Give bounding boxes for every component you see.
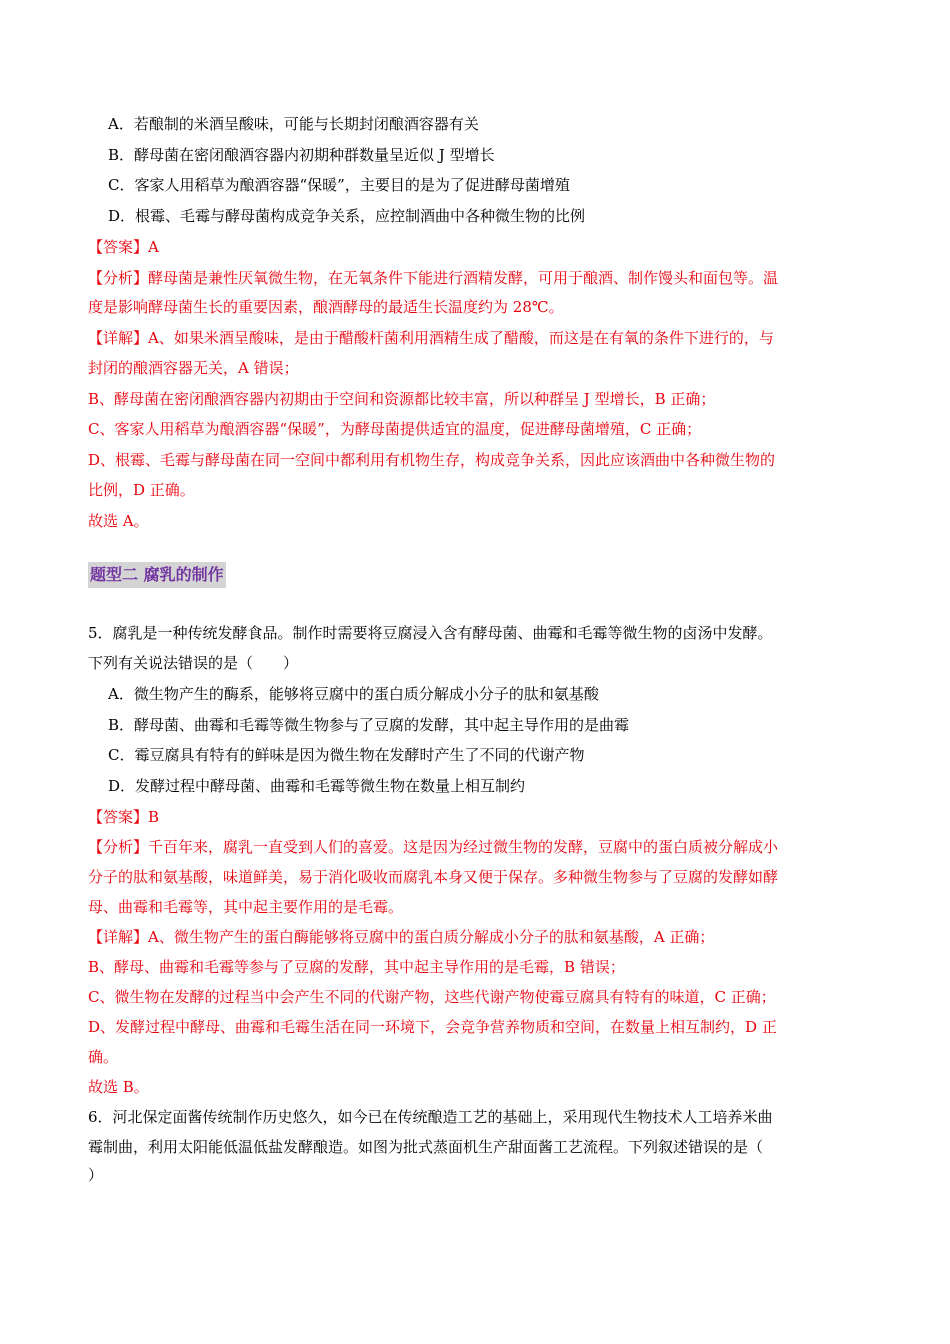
q6-stem-line: 6．河北保定面酱传统制作历史悠久，如今已在传统酿造工艺的基础上，采用现代生物技术人工培养米曲: [88, 1108, 773, 1126]
q5-analysis-line: 【分析】千百年来，腐乳一直受到人们的喜爱。这是因为经过微生物的发酵，豆腐中的蛋白质被分解成小: [88, 838, 779, 856]
q5-option-d: D．发酵过程中酵母菌、曲霉和毛霉等微生物在数量上相互制约: [108, 777, 526, 795]
q4-detail-line: B、酵母菌在密闭酿酒容器内初期由于空间和资源都比较丰富，所以种群呈 J 型增长，B 正确；: [88, 390, 716, 408]
q5-answer: 【答案】B: [88, 808, 160, 826]
q5-stem-line: 5．腐乳是一种传统发酵食品。制作时需要将豆腐浸入含有酵母菌、曲霉和毛霉等微生物的卤汤中发酵。: [88, 624, 773, 642]
q4-detail-line: C、客家人用稻草为酿酒容器“保暖”，为酵母菌提供适宜的温度，促进酵母菌增殖，C 正确；: [88, 420, 702, 438]
q4-conclusion: 故选 A。: [88, 512, 149, 530]
q5-option-b: B．酵母菌、曲霉和毛霉等微生物参与了豆腐的发酵，其中起主导作用的是曲霉: [108, 716, 630, 734]
q5-analysis-line: 母、曲霉和毛霉等，其中起主要作用的是毛霉。: [88, 898, 404, 916]
q4-option-d: D．根霉、毛霉与酵母菌构成竞争关系，应控制酒曲中各种微生物的比例: [108, 207, 586, 225]
q4-detail-line: 【详解】A、如果米酒呈酸味，是由于醋酸杆菌利用酒精生成了醋酸，而这是在有氧的条件下进行的，与: [88, 329, 774, 347]
q5-detail-line: D、发酵过程中酵母、曲霉和毛霉生活在同一环境下，会竞争营养物质和空间，在数量上相互制约，D 正: [88, 1018, 777, 1036]
q5-conclusion: 故选 B。: [88, 1078, 149, 1096]
q5-analysis-line: 分子的肽和氨基酸，味道鲜美，易于消化吸收而腐乳本身又便于保存。多种微生物参与了豆腐的发酵如酵: [88, 868, 779, 886]
q5-detail-line: 确。: [88, 1048, 119, 1066]
q4-detail-line: 封闭的酿酒容器无关，A 错误；: [88, 359, 299, 377]
q4-detail-line: 比例，D 正确。: [88, 481, 195, 499]
section-heading: 题型二 腐乳的制作: [88, 562, 226, 588]
q5-detail-line: 【详解】A、微生物产生的蛋白酶能够将豆腐中的蛋白质分解成小分子的肽和氨基酸，A 正确；: [88, 928, 715, 946]
q4-answer: 【答案】A: [88, 238, 159, 256]
q5-detail-line: B、酵母、曲霉和毛霉等参与了豆腐的发酵，其中起主导作用的是毛霉，B 错误；: [88, 958, 625, 976]
q4-analysis-line: 【分析】酵母菌是兼性厌氧微生物，在无氧条件下能进行酒精发酵，可用于酿酒、制作馒头和面包等。温: [88, 269, 779, 287]
q4-option-b: B．酵母菌在密闭酿酒容器内初期种群数量呈近似 J 型增长: [108, 146, 495, 164]
q5-detail-line: C、微生物在发酵的过程当中会产生不同的代谢产物，这些代谢产物使霉豆腐具有特有的味道，C 正确；: [88, 988, 776, 1006]
q4-option-a: A．若酿制的米酒呈酸味，可能与长期封闭酿酒容器有关: [108, 115, 479, 133]
q4-detail-line: D、根霉、毛霉与酵母菌在同一空间中都利用有机物生存，构成竞争关系，因此应该酒曲中各种微生物的: [88, 451, 776, 469]
q5-stem-line: 下列有关说法错误的是（ ）: [88, 654, 299, 672]
q4-option-c: C．客家人用稻草为酿酒容器“保暖”，主要目的是为了促进酵母菌增殖: [108, 176, 570, 194]
q6-stem-line: 霉制曲，利用太阳能低温低盐发酵酿造。如图为批式蒸面机生产甜面酱工艺流程。下列叙述错误的是（: [88, 1138, 764, 1156]
q5-option-c: C．霉豆腐具有特有的鲜味是因为微生物在发酵时产生了不同的代谢产物: [108, 746, 585, 764]
q5-option-a: A．微生物产生的酶系，能够将豆腐中的蛋白质分解成小分子的肽和氨基酸: [108, 685, 599, 703]
q6-stem-line: ）: [88, 1166, 104, 1184]
q4-analysis-line: 度是影响酵母菌生长的重要因素，酿酒酵母的最适生长温度约为 28℃。: [88, 298, 564, 316]
